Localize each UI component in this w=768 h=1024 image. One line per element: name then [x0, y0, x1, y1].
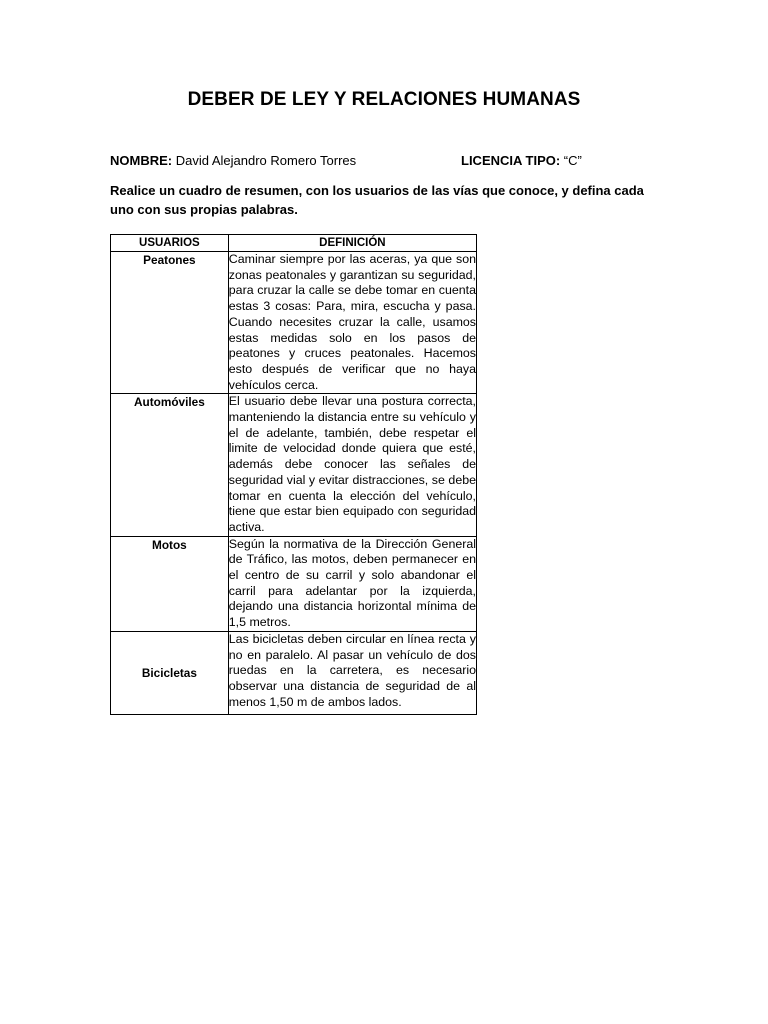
- definition-cell-motos: Según la normativa de la Dirección General de Tráfico, las motos, deben permanecer en el centro de su carril y solo abandonar el carril para adelantar por la izquierda, dejando una distancia horizontal mínima de 1,5 metros.: [228, 536, 476, 631]
- name-label: NOMBRE:: [110, 153, 173, 168]
- column-header-users: USUARIOS: [111, 235, 229, 252]
- license-field: [461, 153, 582, 168]
- license-label: LICENCIA TIPO:: [461, 153, 561, 168]
- user-cell-peatones: Peatones: [111, 252, 229, 394]
- table-row: [111, 394, 477, 536]
- name-value: David Alejandro Romero Torres: [172, 153, 357, 168]
- table-row: [111, 536, 477, 631]
- column-header-definition: DEFINICIÓN: [228, 235, 476, 252]
- info-line: [110, 153, 670, 168]
- instruction-text: Realice un cuadro de resumen, con los usuarios de las vías que conoce, y defina cada uno con sus propias palabras.: [110, 183, 644, 217]
- definition-cell-peatones: Caminar siempre por las aceras, ya que son zonas peatonales y garantizan su seguridad, para cruzar la calle se debe tomar en cuenta estas 3 cosas: Para, mira, escucha y pasa. Cuando necesites cruzar la calle, usamos estas medidas solo en los pasos de peatones y cruces peatonales. Hacemos esto después de verificar que no haya vehículos cerca.: [228, 252, 476, 394]
- table-header-row: [111, 235, 477, 252]
- definition-cell-automoviles: El usuario debe llevar una postura correcta, manteniendo la distancia entre su vehículo y el de adelante, también, debe respetar el limite de velocidad donde quiera que esté, además debe conocer las señales de seguridad vial y evitar distracciones, se debe tomar en cuenta la elección del vehículo, tiene que estar bien equipado con seguridad activa.: [228, 394, 476, 536]
- user-cell-motos: Motos: [111, 536, 229, 631]
- document-title: DEBER DE LEY Y RELACIONES HUMANAS: [187, 89, 581, 110]
- user-cell-automoviles: Automóviles: [111, 394, 229, 536]
- table-row: [111, 631, 477, 715]
- table-row: [111, 252, 477, 394]
- definition-cell-bicicletas: Las bicicletas deben circular en línea recta y no en paralelo. Al pasar un vehículo de dos ruedas en la carretera, es necesario observar una distancia de seguridad de al menos 1,50 m de ambos lados.: [228, 631, 476, 715]
- summary-table: [110, 234, 477, 715]
- name-field: [110, 153, 356, 168]
- license-value: “C”: [560, 153, 582, 168]
- user-cell-bicicletas: Bicicletas: [111, 631, 229, 715]
